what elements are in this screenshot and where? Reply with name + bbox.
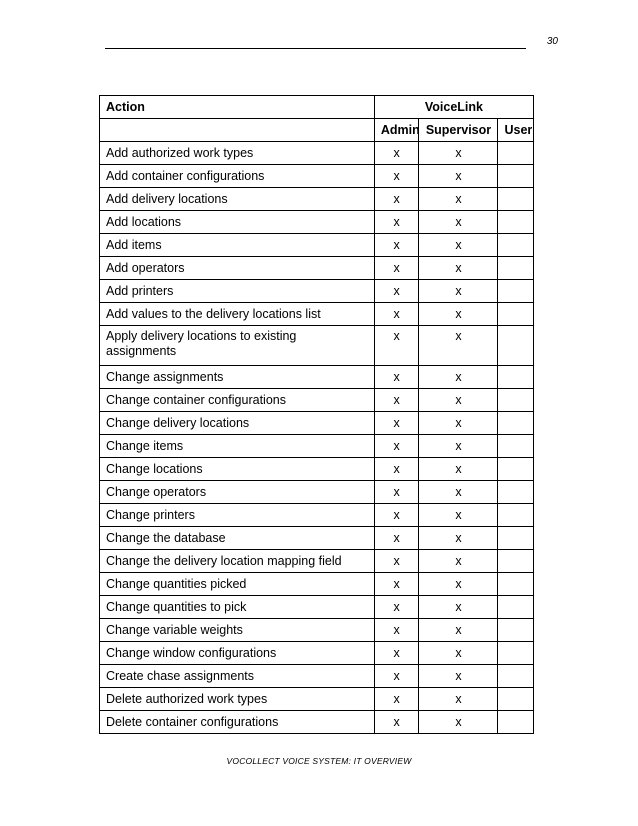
supervisor-cell: x (419, 550, 498, 573)
action-cell: Change quantities to pick (100, 596, 375, 619)
admin-cell: x (374, 550, 419, 573)
table-row (100, 481, 534, 504)
table-row (100, 711, 534, 734)
empty-header-cell (100, 119, 375, 142)
table-row (100, 165, 534, 188)
action-cell: Change items (100, 435, 375, 458)
supervisor-cell: x (419, 504, 498, 527)
admin-cell: x (374, 688, 419, 711)
supervisor-cell: x (419, 619, 498, 642)
supervisor-cell: x (419, 142, 498, 165)
admin-cell: x (374, 188, 419, 211)
user-cell (498, 435, 534, 458)
admin-cell: x (374, 234, 419, 257)
action-cell: Add locations (100, 211, 375, 234)
table-row (100, 596, 534, 619)
admin-cell: x (374, 257, 419, 280)
table-row (100, 366, 534, 389)
user-cell (498, 188, 534, 211)
action-cell: Change operators (100, 481, 375, 504)
action-cell: Add delivery locations (100, 188, 375, 211)
admin-column-header: Admin (374, 119, 419, 142)
user-cell (498, 165, 534, 188)
user-cell (498, 642, 534, 665)
table-body (100, 142, 534, 734)
supervisor-cell: x (419, 458, 498, 481)
supervisor-cell: x (419, 435, 498, 458)
user-cell (498, 366, 534, 389)
admin-cell: x (374, 665, 419, 688)
admin-cell: x (374, 504, 419, 527)
action-cell: Change the delivery location mapping field (100, 550, 375, 573)
admin-cell: x (374, 303, 419, 326)
user-cell (498, 573, 534, 596)
user-cell (498, 412, 534, 435)
table-row (100, 458, 534, 481)
table-row (100, 234, 534, 257)
admin-cell: x (374, 711, 419, 734)
user-cell (498, 280, 534, 303)
table-row (100, 257, 534, 280)
action-cell: Add container configurations (100, 165, 375, 188)
supervisor-cell: x (419, 711, 498, 734)
supervisor-cell: x (419, 326, 498, 366)
action-cell: Change printers (100, 504, 375, 527)
action-cell: Change container configurations (100, 389, 375, 412)
admin-cell: x (374, 326, 419, 366)
admin-cell: x (374, 642, 419, 665)
footer-title: VOCOLLECT VOICE SYSTEM: IT OVERVIEW (226, 756, 412, 766)
supervisor-cell: x (419, 642, 498, 665)
table-row (100, 688, 534, 711)
admin-cell: x (374, 389, 419, 412)
action-cell: Change variable weights (100, 619, 375, 642)
admin-cell: x (374, 366, 419, 389)
supervisor-cell: x (419, 665, 498, 688)
voicelink-column-header: VoiceLink (374, 96, 533, 119)
action-cell: Add authorized work types (100, 142, 375, 165)
supervisor-cell: x (419, 234, 498, 257)
action-cell: Change locations (100, 458, 375, 481)
table-row (100, 326, 534, 366)
supervisor-cell: x (419, 573, 498, 596)
user-cell (498, 619, 534, 642)
user-cell (498, 142, 534, 165)
supervisor-cell: x (419, 303, 498, 326)
supervisor-cell: x (419, 481, 498, 504)
admin-cell: x (374, 412, 419, 435)
action-cell: Change assignments (100, 366, 375, 389)
admin-cell: x (374, 142, 419, 165)
permissions-table (99, 95, 534, 734)
supervisor-cell: x (419, 257, 498, 280)
action-cell: Apply delivery locations to existing assignments (100, 326, 375, 366)
table-role-header-row (100, 119, 534, 142)
user-cell (498, 326, 534, 366)
table-row (100, 303, 534, 326)
supervisor-cell: x (419, 389, 498, 412)
admin-cell: x (374, 458, 419, 481)
user-cell (498, 234, 534, 257)
action-cell: Delete container configurations (100, 711, 375, 734)
supervisor-cell: x (419, 596, 498, 619)
action-cell: Add printers (100, 280, 375, 303)
supervisor-cell: x (419, 527, 498, 550)
action-cell: Add values to the delivery locations list (100, 303, 375, 326)
table-row (100, 280, 534, 303)
table-row (100, 642, 534, 665)
user-cell (498, 481, 534, 504)
admin-cell: x (374, 596, 419, 619)
table-row (100, 665, 534, 688)
table-row (100, 412, 534, 435)
supervisor-cell: x (419, 412, 498, 435)
user-cell (498, 458, 534, 481)
user-column-header: User (498, 119, 534, 142)
admin-cell: x (374, 573, 419, 596)
action-cell: Delete authorized work types (100, 688, 375, 711)
admin-cell: x (374, 280, 419, 303)
table-row (100, 211, 534, 234)
admin-cell: x (374, 481, 419, 504)
supervisor-column-header: Supervisor (419, 119, 498, 142)
table-row (100, 573, 534, 596)
table-row (100, 550, 534, 573)
table-row (100, 527, 534, 550)
table-row (100, 142, 534, 165)
action-column-header: Action (100, 96, 375, 119)
supervisor-cell: x (419, 211, 498, 234)
user-cell (498, 504, 534, 527)
header-rule (105, 48, 526, 49)
user-cell (498, 389, 534, 412)
user-cell (498, 303, 534, 326)
table-group-header-row (100, 96, 534, 119)
user-cell (498, 211, 534, 234)
table-row (100, 619, 534, 642)
user-cell (498, 257, 534, 280)
action-cell: Add operators (100, 257, 375, 280)
action-cell: Change window configurations (100, 642, 375, 665)
user-cell (498, 550, 534, 573)
admin-cell: x (374, 211, 419, 234)
table-row (100, 389, 534, 412)
user-cell (498, 711, 534, 734)
action-cell: Change delivery locations (100, 412, 375, 435)
admin-cell: x (374, 527, 419, 550)
table-row (100, 504, 534, 527)
user-cell (498, 665, 534, 688)
action-cell: Create chase assignments (100, 665, 375, 688)
admin-cell: x (374, 619, 419, 642)
admin-cell: x (374, 165, 419, 188)
user-cell (498, 596, 534, 619)
page-number: 30 (546, 36, 558, 47)
action-cell: Change the database (100, 527, 375, 550)
supervisor-cell: x (419, 188, 498, 211)
user-cell (498, 688, 534, 711)
table-row (100, 188, 534, 211)
supervisor-cell: x (419, 366, 498, 389)
action-cell: Change quantities picked (100, 573, 375, 596)
supervisor-cell: x (419, 280, 498, 303)
table-row (100, 435, 534, 458)
action-cell: Add items (100, 234, 375, 257)
admin-cell: x (374, 435, 419, 458)
user-cell (498, 527, 534, 550)
supervisor-cell: x (419, 688, 498, 711)
supervisor-cell: x (419, 165, 498, 188)
